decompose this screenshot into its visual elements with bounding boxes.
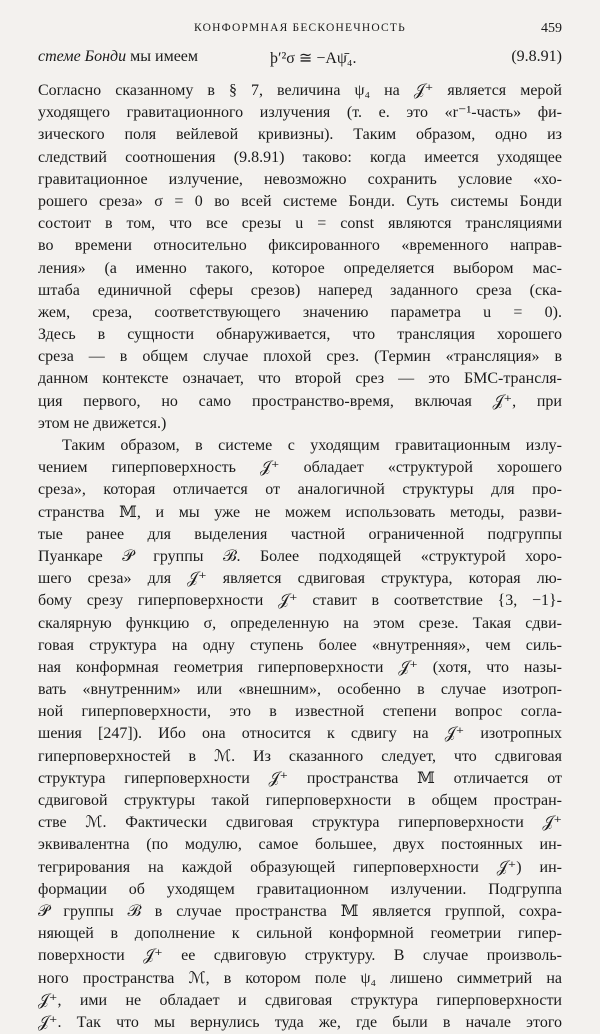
text-line: штаба единичной сферы срезов) наперед заданного среза (ска- (38, 281, 562, 299)
text-line: скалярную функцию σ, определенную на этом срезе. Такая сдви- (38, 614, 562, 632)
text-line: среза», которая отличается от аналогичной структуры для про- (38, 481, 562, 499)
text-line: Согласно сказанному в § 7, величина ψ₄ на 𝒥⁺ является мерой (38, 82, 562, 99)
text-line: ного пространства ℳ, в котором поле ψ₄ лишено симметрий на (38, 969, 562, 987)
text-line: состоит в том, что все срезы u = const являются трансляциями (38, 215, 562, 233)
equation-number: (9.8.91) (511, 48, 562, 65)
text-line: 𝒥⁺. Так что мы вернулись туда же, где были в начале этого (38, 1013, 562, 1031)
text-line: поверхности 𝒥⁺ ее сдвиговую структуру. В случае произволь- (38, 947, 562, 965)
text-line: ной гиперповерхности, это в известной степени вопрос согла- (38, 703, 562, 721)
equation-lead-text (38, 48, 198, 66)
text-line: бому срезу гиперповерхности 𝒥⁺ ставит в соответствие {3, −1}- (38, 592, 562, 610)
text-line: структура гиперповерхности 𝒥⁺ пространства 𝕄 отличается от (38, 769, 562, 787)
text-line: шения [247]). Ибо она относится к сдвигу на 𝒥⁺ изотропных (38, 725, 562, 743)
text-line: жем, среза, соответствующего значению параметра u = 0). (38, 303, 562, 321)
text-line: няющей в дополнение к сильной конформной геометрии гипер- (38, 925, 562, 943)
text-line: во времени относительно фиксированного «временного направ- (38, 237, 562, 255)
page-number: 459 (541, 21, 562, 36)
text-line: уходящего гравитационного излучения (т. е. это «r⁻¹-часть» фи- (38, 104, 562, 122)
text-line: Здесь в сущности обнаруживается, что трансляция хорошего (38, 326, 562, 344)
running-header (38, 22, 562, 42)
text-line: шего среза» для 𝒥⁺ является сдвиговая структура, которая лю- (38, 570, 562, 588)
text-line: чением гиперповерхность 𝒥⁺ обладает «структурой хорошего (38, 459, 562, 477)
text-line: гиперповерхностей в ℳ. Из сказанного следует, что сдвиговая (38, 747, 562, 765)
text-line: ления» (а именно такого, которое определяется выбором мас- (38, 259, 562, 277)
equation-line (38, 48, 562, 72)
text-line: Таким образом, в системе с уходящим гравитационным излу- (62, 437, 562, 454)
text-line: странства 𝕄, и мы уже не можем использовать методы, разви- (38, 503, 562, 521)
equation: þ′²σ ≅ −Aψ̄₄. (270, 50, 357, 67)
text-line: следствий соотношения (9.8.91) таково: когда имеется уходящее (38, 148, 562, 166)
bondi-system-italic: стеме Бонди (38, 48, 127, 65)
running-title: КОНФОРМНАЯ БЕСКОНЕЧНОСТЬ (194, 22, 406, 34)
text-line: зического поля вейлевой кривизны). Таким образом, одно из (38, 126, 562, 144)
text-line: среза — в общем случае плохой срез. (Термин «трансляция» в (38, 348, 562, 366)
text-line: гравитационное излучение, невозможно сохранить условие «хо- (38, 170, 562, 188)
text-line: рошего среза» σ = 0 во всей системе Бонди. Суть системы Бонди (38, 192, 562, 210)
text-line: эквивалентна (по модулю, самое большее, двух постоянных ин- (38, 836, 562, 854)
text-line: ная конформная геометрия гиперповерхности 𝒥⁺ (хотя, что назы- (38, 658, 562, 676)
lead-plain: мы имеем (126, 48, 199, 65)
text-line: Пуанкаре 𝒫 группы ℬ. Более подходящей «структурой хоро- (38, 547, 562, 565)
text-line: этом не движется.) (38, 414, 167, 432)
text-line: тегрирования на каждой образующей гиперповерхности 𝒥⁺) ин- (38, 858, 562, 876)
text-line: тые ранее для выделения частной ограниченной подгруппы (38, 525, 562, 543)
text-line: стве ℳ. Фактически сдвиговая структура гиперповерхности 𝒥⁺ (38, 814, 562, 832)
text-line: 𝒫 группы ℬ в случае пространства 𝕄 является группой, сохра- (38, 902, 562, 920)
text-line: формации об уходящем гравитационном излучении. Подгруппа (38, 880, 562, 898)
text-line: ция первого, но само пространство-время, включая 𝒥⁺, при (38, 392, 562, 410)
body-text (38, 80, 562, 1034)
text-line: вать «внутренним» или «внешним», особенно в случае изотроп- (38, 681, 562, 699)
text-line: сдвиговой структуры такой гиперповерхности в общем простран- (38, 792, 562, 809)
text-line: говая структура на одну ступень более «внутренняя», чем силь- (38, 636, 562, 654)
text-line: 𝒥⁺, ими не обладает и сдвиговая структура гиперповерхности (38, 991, 562, 1009)
text-line: данном контексте означает, что второй срез — это БМС-трансля- (38, 370, 562, 388)
